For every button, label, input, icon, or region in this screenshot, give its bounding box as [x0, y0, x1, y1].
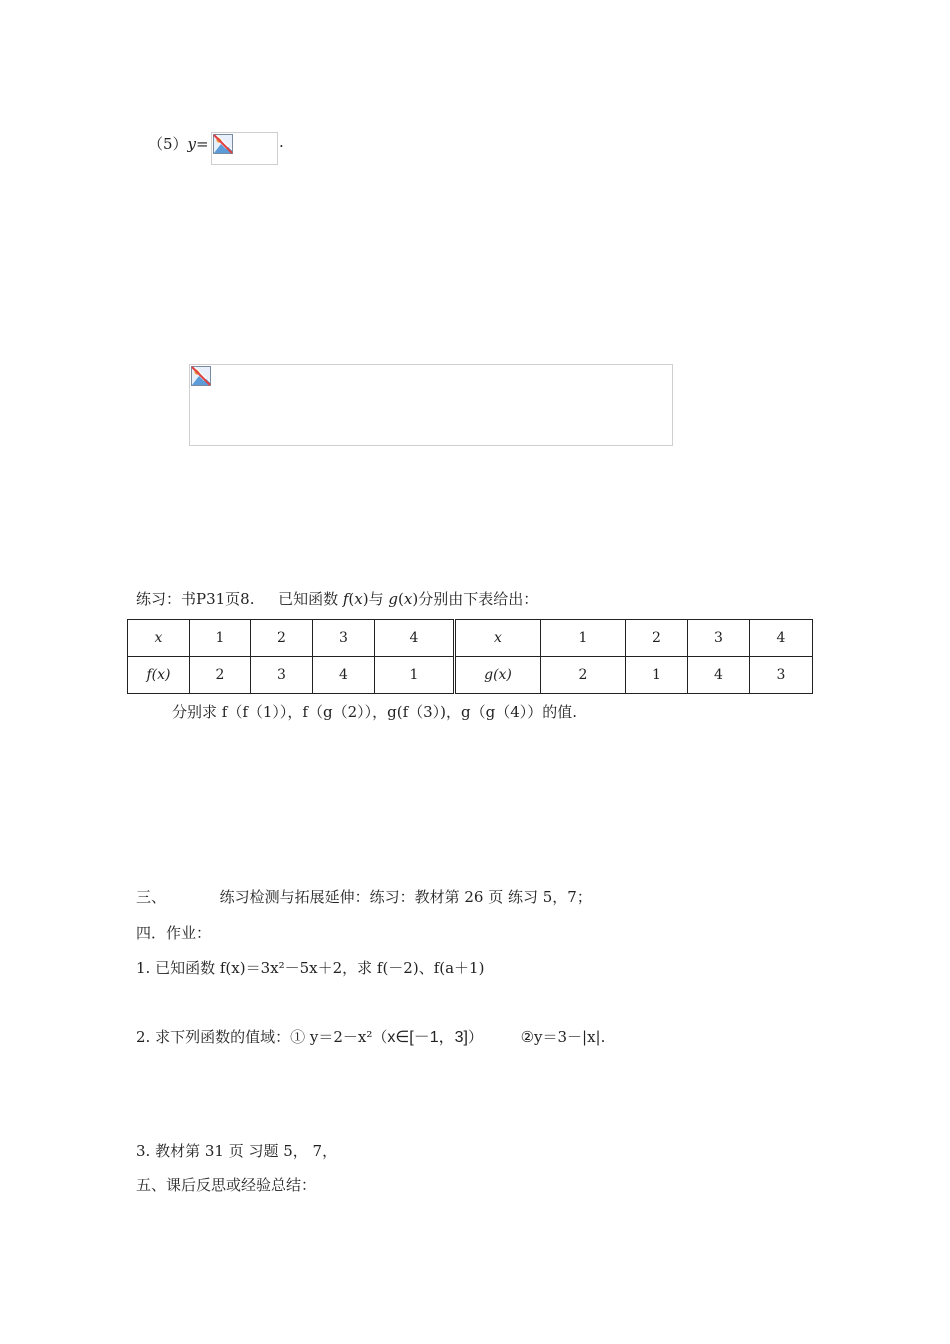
homework-3: 3. 教材第 31 页 习题 5， 7，: [136, 1142, 338, 1160]
practice-label: 练习：书P31页8.: [136, 590, 255, 608]
table-cell: 1: [541, 620, 626, 657]
table-cell: 2: [541, 657, 626, 694]
table-cell: 3: [251, 657, 313, 694]
table-cell: 2: [190, 657, 251, 694]
hw2-domain: x∈[－1，3]: [387, 1029, 468, 1046]
practice-text-b: 分别由下表给出：: [418, 590, 539, 608]
practice-line: 练习：书P31页8. 已知函数 f(x)与 g(x)分别由下表给出：: [136, 590, 539, 608]
item5-eq: =: [196, 135, 209, 153]
broken-image-icon: [191, 366, 211, 386]
hw2-expr1: y＝2－x²（: [309, 1028, 388, 1046]
section4-title: 四．作业：: [136, 924, 212, 942]
section3-text: 练习检测与拓展延伸：练习：教材第 26 页 练习 5，7；: [219, 888, 592, 906]
hw2-lead: 2. 求下列函数的值域：①: [136, 1028, 310, 1046]
section3-line: [136, 886, 592, 907]
item5-suffix: .: [279, 133, 284, 151]
practice-f: f: [342, 590, 349, 608]
f-table-x-header: x: [128, 620, 190, 657]
g-table-x-header: x: [455, 620, 541, 657]
practice-x2: x: [403, 590, 413, 608]
hw2-expr2: ②y＝3－|x|.: [520, 1028, 606, 1046]
practice-x1: x: [354, 590, 363, 608]
table-cell: 2: [626, 620, 688, 657]
section3-num: 三、: [136, 888, 167, 906]
table-cell: 3: [750, 657, 813, 694]
table-cell: 4: [750, 620, 813, 657]
formula-image-placeholder: [211, 132, 278, 165]
hw2-close: ）: [468, 1028, 484, 1046]
item5-prefix: （5）: [148, 135, 188, 153]
homework-1: 1. 已知函数 f(x)＝3x²－5x＋2，求 f(－2)、f(a＋1): [136, 959, 485, 977]
practice-with: 与: [368, 590, 384, 608]
g-table-gx-header: g(x): [455, 657, 541, 694]
table-cell: 3: [688, 620, 750, 657]
item5-var: y: [187, 135, 197, 153]
table-row: [128, 620, 813, 657]
practice-text-a: 已知函数: [278, 590, 339, 608]
graph-image-placeholder: [189, 364, 673, 446]
practice-g: g: [388, 590, 399, 608]
table-cell: 1: [626, 657, 688, 694]
table-cell: 4: [688, 657, 750, 694]
homework-2: [136, 1024, 605, 1047]
table-row: [128, 657, 813, 694]
f-table-fx-header: f(x): [128, 657, 190, 694]
function-table: [127, 619, 813, 694]
item5-line: [148, 133, 209, 154]
table-cell: 1: [190, 620, 251, 657]
question-text: 分别求 f（f（1）），f（g（2）），g(f（3）)，g（g（4））的值.: [172, 703, 578, 721]
section5-title: 五、课后反思或经验总结：: [136, 1176, 317, 1194]
table-cell: 3: [313, 620, 375, 657]
table-cell: 1: [375, 657, 455, 694]
table-cell: 4: [313, 657, 375, 694]
table-cell: 4: [375, 620, 455, 657]
broken-image-icon: [213, 134, 233, 154]
table-cell: 2: [251, 620, 313, 657]
